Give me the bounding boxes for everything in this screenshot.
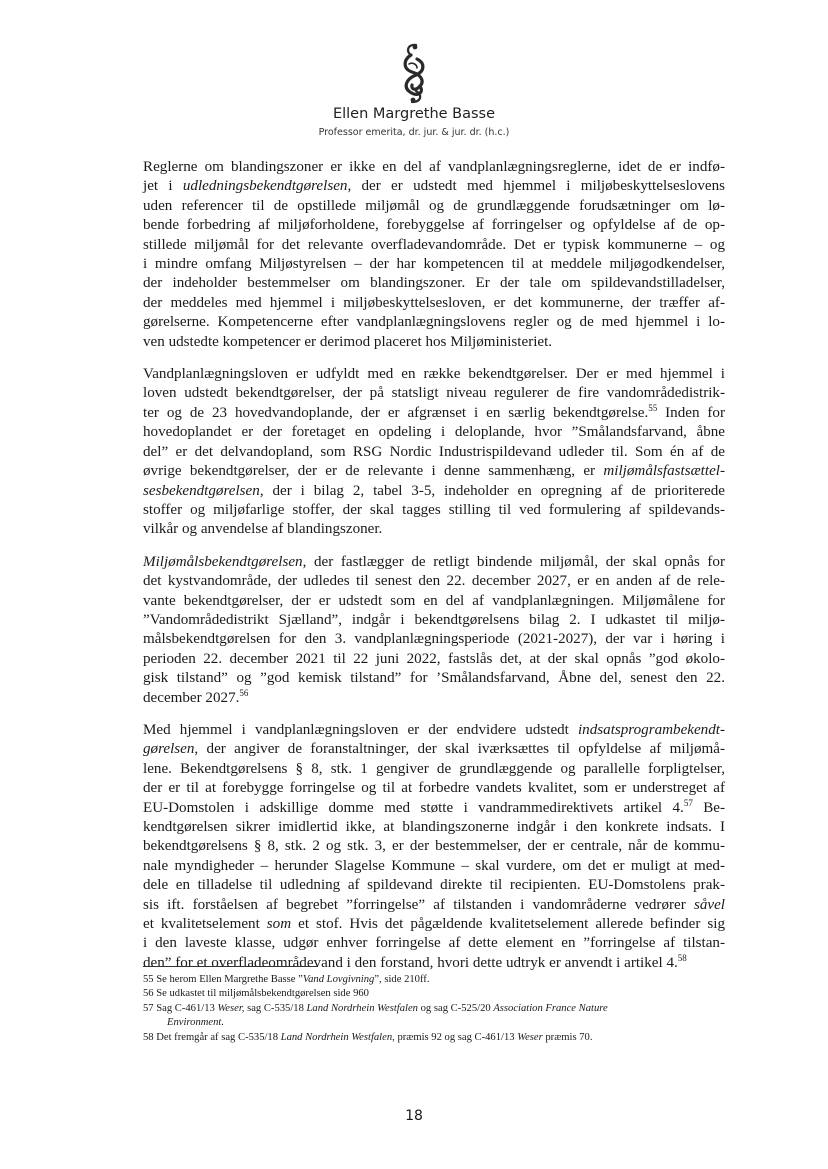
text-run: Inden for: [657, 404, 725, 421]
footnote-line: [143, 1016, 728, 1030]
text-line: [143, 236, 725, 255]
text-line: [143, 274, 725, 293]
italic-citation: Miljømålsbekendtgørelsen: [143, 553, 303, 570]
text-line: [143, 818, 725, 837]
text-run: ven udstedte kompetencer er derimod placeret hos Miljøministeriet.: [143, 333, 553, 350]
footnote-reference: 55: [648, 402, 658, 413]
text-run: Med hjemmel i vandplanlægningsloven er der endvidere udstedt: [143, 721, 578, 738]
text-run: og sag C-525/20: [417, 1002, 494, 1014]
text-line: [143, 553, 725, 572]
text-run: målsbekendtgørelsen for den 3. vandplanlægningsperiode (2021-2027), der var i høring i: [143, 631, 725, 648]
text-run: vilkår og anvendelse af blandingszoner.: [143, 521, 383, 538]
text-line: [143, 760, 725, 779]
paragraph: [143, 721, 725, 973]
text-line: [143, 443, 725, 462]
page-number: 18: [405, 1108, 423, 1124]
text-run: stoffer og miljøfarlige stoffer, der skal tagges stilling til ved formulering af spildevands-: [143, 501, 725, 518]
text-line: [143, 520, 725, 539]
text-line: [143, 216, 725, 235]
text-run: sag C-535/18: [244, 1002, 307, 1014]
footnote-line: [143, 973, 728, 987]
text-run: sis ift. forståelsen af begrebet ”forringelse” af tilstanden i vandområderne vedrører: [143, 896, 694, 913]
text-line: [143, 689, 725, 708]
italic-citation: udledningsbekendtgørelsen: [182, 178, 348, 195]
text-line: [143, 740, 725, 759]
author-title: Professor emerita, dr. jur. & jur. dr. (h.c.): [318, 127, 510, 138]
text-line: [143, 313, 725, 332]
text-run: perioden 22. december 2021 til 22 juni 2022, fastslås det, at der skal opnås ”god økolo-: [143, 650, 725, 667]
text-run: i den laveste klasse, udgør enhver forringelse af dette element en ”forringelse af tilstan-: [143, 935, 725, 952]
text-run: bende forbedring af miljøforholdene, forebyggelse af forringelser og opfyldelse af de op-: [143, 217, 725, 234]
text-run: vante bekendtgørelser, der er udstedt som en del af vandplanlægningen. Miljømålene for: [143, 592, 725, 609]
text-line: [143, 572, 725, 591]
footnotes: [143, 973, 728, 1045]
text-run: december 2027.: [143, 689, 240, 706]
text-line: [143, 365, 725, 384]
text-line: [143, 294, 725, 313]
text-line: [143, 669, 725, 688]
italic-citation: Land Nordrhein Westfalen: [306, 1002, 418, 1014]
text-run: et kvalitetselement: [143, 916, 267, 933]
text-run: lene. Bekendtgørelsens § 8, stk. 1 gengiver de grundlæggende og parallelle forpligtelser,: [143, 760, 725, 777]
paragraph: [143, 158, 725, 352]
italic-citation: Land Nordrhein Westfalen: [280, 1031, 393, 1043]
text-run: Be-: [692, 799, 725, 816]
italic-citation: såvel: [693, 896, 725, 913]
text-run: 56 Se udkastet til miljømålsbekendtgørelsen side 960: [143, 988, 369, 1000]
italic-citation: Weser,: [217, 1002, 245, 1014]
text-run: Reglerne om blandingszoner er ikke en del af vandplanlægningsreglerne, idet de er indfø-: [143, 159, 725, 175]
text-run: EU-Domstolen i adskillige domme med støtte i vandrammedirektivets artikel 4.: [143, 799, 684, 816]
text-run: øvrige bekendtgørelser, der er de relevante i denne sammenhæng, er: [143, 463, 604, 480]
text-run: bekendtgørelsens § 8, stk. 2 og stk. 3, er der bestemmelser, der er centrale, når de kommu-: [143, 838, 725, 855]
text-run: i mindre omfang Miljøstyrelsen – der har kompetencen til at meddele miljøgodkendelser,: [143, 256, 725, 273]
text-line: [143, 799, 725, 818]
text-run: del” er det delvandopland, som RSG Nordic Industrispildevand udleder til. Som én af de: [143, 443, 725, 460]
text-run: gørelserne. Kompetencerne efter vandplanlægningslovens regler og de med hjemmel i lo-: [143, 314, 725, 331]
text-line: [143, 158, 725, 177]
italic-citation: som: [266, 916, 292, 933]
text-run: jet i: [143, 178, 183, 195]
text-run: ”Vandområdedistrikt Sjælland”, indgår i bekendtgørelsens bilag 2. I udkastet til miljø-: [143, 611, 725, 628]
text-line: [143, 177, 725, 196]
text-run: Vandplanlægningsloven er udfyldt med en række bekendtgørelser. Der er med hjemmel i: [143, 366, 725, 383]
text-line: [143, 404, 725, 423]
text-line: [143, 896, 725, 915]
text-run: hovedoplandet er der foretaget en opdeling i deloplande, hvor ”Smålandsfarvand, åbne: [143, 424, 725, 441]
text-run: , der i bilag 2, tabel 3-5, indeholder en opregning af de prioriterede: [259, 482, 725, 499]
text-run: der meddeles med hjemmel i miljøbeskyttelsesloven, er det kommunerne, der træffer af-: [143, 294, 725, 311]
text-line: [143, 501, 725, 520]
text-line: [143, 934, 725, 953]
paragraph-mark-logo: [395, 42, 433, 106]
footnote-line: [143, 1031, 728, 1045]
italic-citation: Association France Nature: [493, 1002, 608, 1014]
body-text: [143, 158, 725, 986]
text-run: 57 Sag C-461/13: [143, 1002, 218, 1014]
text-line: [143, 482, 725, 501]
footnote-reference: 57: [683, 797, 693, 808]
text-line: [143, 915, 725, 934]
text-run: præmis 70.: [542, 1031, 593, 1043]
text-line: [143, 611, 725, 630]
text-line: [143, 630, 725, 649]
text-run: ter og de 23 hovedvandoplande, der er afgrænset i en særlig bekendtgørelse.: [143, 404, 649, 421]
text-run: stillede miljømål for det relevante overfladevandområde. Det er typisk kommunerne – og: [143, 236, 725, 253]
text-run: loven udstedt bekendtgørelser, der på statsligt niveau regulerer de fire vandområdedistrik-: [143, 385, 725, 402]
text-run: , der fastlægger de retligt bindende miljømål, der skal opnås for: [302, 553, 725, 570]
footnote-line: [143, 1002, 728, 1016]
text-line: [143, 779, 725, 798]
text-line: [143, 837, 725, 856]
text-line: [143, 650, 725, 669]
footnote-reference: 58: [677, 952, 687, 963]
footnote-line: [143, 987, 728, 1001]
author-name: Ellen Margrethe Basse: [332, 106, 496, 122]
text-run: 58 Det fremgår af sag C-535/18: [143, 1031, 281, 1043]
italic-citation: indsatsprogrambekendt-: [577, 721, 725, 738]
text-run: der indeholder bestemmelser om blandingszoner. Er der tale om spildevandstilladelser,: [143, 275, 725, 292]
text-run: det kystvandområde, der udledes til senest den 22. december 2027, er en anden af de rele-: [143, 573, 725, 590]
text-run: , der angiver de foranstaltninger, der skal iværksættes til opfyldelse af miljømå-: [194, 741, 725, 758]
italic-citation: gørelsen: [143, 741, 195, 758]
text-line: [143, 592, 725, 611]
text-run: et stof. Hvis det pågældende kvalitetselement allerede befinder sig: [291, 916, 725, 933]
text-run: kendtgørelsen sikrer imidlertid ikke, at blandingszonerne indgår i den konkrete indsats. I: [143, 819, 725, 835]
text-run: dele en tilladelse til udledning af spildevand direkte til recipienten. EU-Domstolens prak-: [143, 877, 725, 894]
italic-citation: Environment.: [167, 1017, 224, 1029]
text-run: gisk tilstand” og ”god kemisk tilstand” for ’Smålandsfarvand, Åbne del, senest den 22.: [143, 670, 725, 687]
text-line: [143, 255, 725, 274]
text-line: [143, 876, 725, 895]
italic-citation: Vand Lovgivning: [302, 974, 375, 985]
text-run: , præmis 92 og sag C-461/13: [392, 1031, 518, 1043]
text-run: , der er udstedt med hjemmel i miljøbeskyttelseslovens: [347, 178, 725, 195]
text-line: [143, 423, 725, 442]
text-run: 55 Se herom Ellen Margrethe Basse ”: [143, 974, 303, 985]
footnote-divider: [143, 966, 318, 967]
footnote-reference: 56: [239, 687, 249, 698]
text-line: [143, 857, 725, 876]
text-run: nale myndigheder – herunder Slagelse Kommune – skal vurdere, om det er muligt at med-: [143, 857, 725, 874]
text-run: uden referencer til de opstillede miljømål og de grundlæggende forudsætninger om lø-: [143, 197, 725, 214]
text-line: [143, 462, 725, 481]
text-line: [143, 333, 725, 352]
text-run: der er til at forebygge forringelse og til at forbedre vandets kvalitet, som er understreget af: [143, 780, 725, 797]
text-run: ”, side 210ff.: [374, 974, 430, 985]
paragraph: [143, 553, 725, 708]
text-line: [143, 384, 725, 403]
italic-citation: sesbekendtgørelsen: [143, 482, 260, 499]
text-line: [143, 721, 725, 740]
text-run: den” for et overfladeområdevand i den forstand, hvori dette udtryk er anvendt i artikel 4.: [143, 954, 678, 971]
paragraph: [143, 365, 725, 540]
italic-citation: miljømålsfastsættel-: [603, 463, 725, 480]
text-line: [143, 954, 725, 973]
italic-citation: Weser: [517, 1031, 543, 1043]
text-line: [143, 197, 725, 216]
